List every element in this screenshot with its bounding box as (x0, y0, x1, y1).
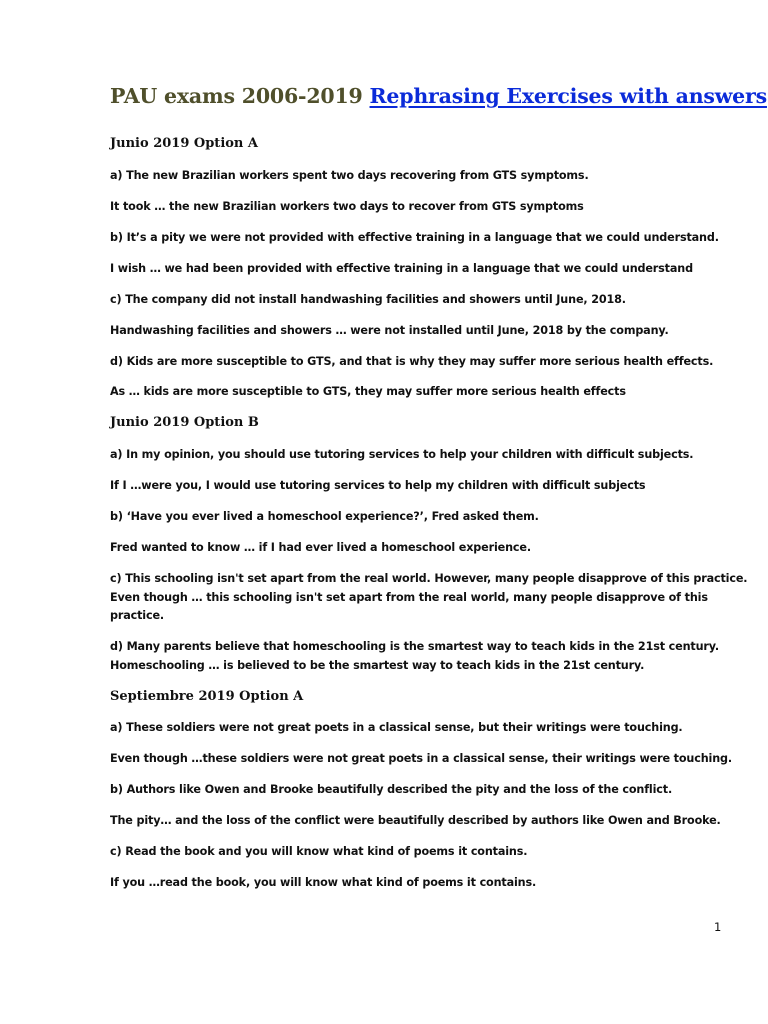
answer-line-continued: practice. (110, 609, 165, 622)
answer-line: The pity… and the loss of the conflict were beautifully described by authors like Owen and Brooke. (110, 814, 721, 827)
exercise-line: d) Kids are more susceptible to GTS, and that is why they may suffer more serious health effects. (110, 355, 714, 368)
exercise-line: a) The new Brazilian workers spent two days recovering from GTS symptoms. (110, 169, 589, 182)
answer-line: I wish … we had been provided with effective training in a language that we could understand (110, 262, 693, 275)
exercise-line: a) These soldiers were not great poets in a classical sense, but their writings were touching. (110, 721, 683, 734)
answer-line: If I …were you, I would use tutoring services to help my children with difficult subjects (110, 479, 646, 492)
answer-line: Even though … this schooling isn't set apart from the real world, many people disapprove of this (110, 591, 708, 604)
section-heading-junio-option-a: Junio 2019 Option A (110, 136, 258, 151)
exercise-line: b) It’s a pity we were not provided with effective training in a language that we could understand. (110, 231, 719, 244)
title-prefix: PAU exams 2006-2019 (110, 84, 370, 108)
section-heading-junio-option-b: Junio 2019 Option B (110, 415, 259, 430)
exercise-line: c) This schooling isn't set apart from the real world. However, many people disapprove of this practice. (110, 572, 748, 585)
exercise-line: b) Authors like Owen and Brooke beautifully described the pity and the loss of the conflict. (110, 783, 673, 796)
answer-line: Homeschooling … is believed to be the smartest way to teach kids in the 21st century. (110, 659, 645, 672)
exercise-line: c) The company did not install handwashing facilities and showers until June, 2018. (110, 293, 626, 306)
exercise-line: b) ‘Have you ever lived a homeschool experience?’, Fred asked them. (110, 510, 539, 523)
answer-line: Even though …these soldiers were not great poets in a classical sense, their writings were touching. (110, 752, 732, 765)
answer-line: Fred wanted to know … if I had ever lived a homeschool experience. (110, 541, 531, 554)
exercise-line: d) Many parents believe that homeschooling is the smartest way to teach kids in the 21st century. (110, 640, 719, 653)
page-title (110, 84, 767, 108)
answer-line: Handwashing facilities and showers … were not installed until June, 2018 by the company. (110, 324, 669, 337)
exercise-line: c) Read the book and you will know what kind of poems it contains. (110, 845, 528, 858)
page-number: 1 (714, 920, 722, 934)
exercise-line: a) In my opinion, you should use tutoring services to help your children with difficult subjects. (110, 448, 694, 461)
answer-line: It took … the new Brazilian workers two days to recover from GTS symptoms (110, 200, 584, 213)
answer-line: If you …read the book, you will know what kind of poems it contains. (110, 876, 537, 889)
title-link[interactable]: Rephrasing Exercises with answers (369, 84, 767, 108)
section-heading-septiembre-option-a: Septiembre 2019 Option A (110, 689, 304, 704)
answer-line: As … kids are more susceptible to GTS, they may suffer more serious health effects (110, 385, 626, 398)
